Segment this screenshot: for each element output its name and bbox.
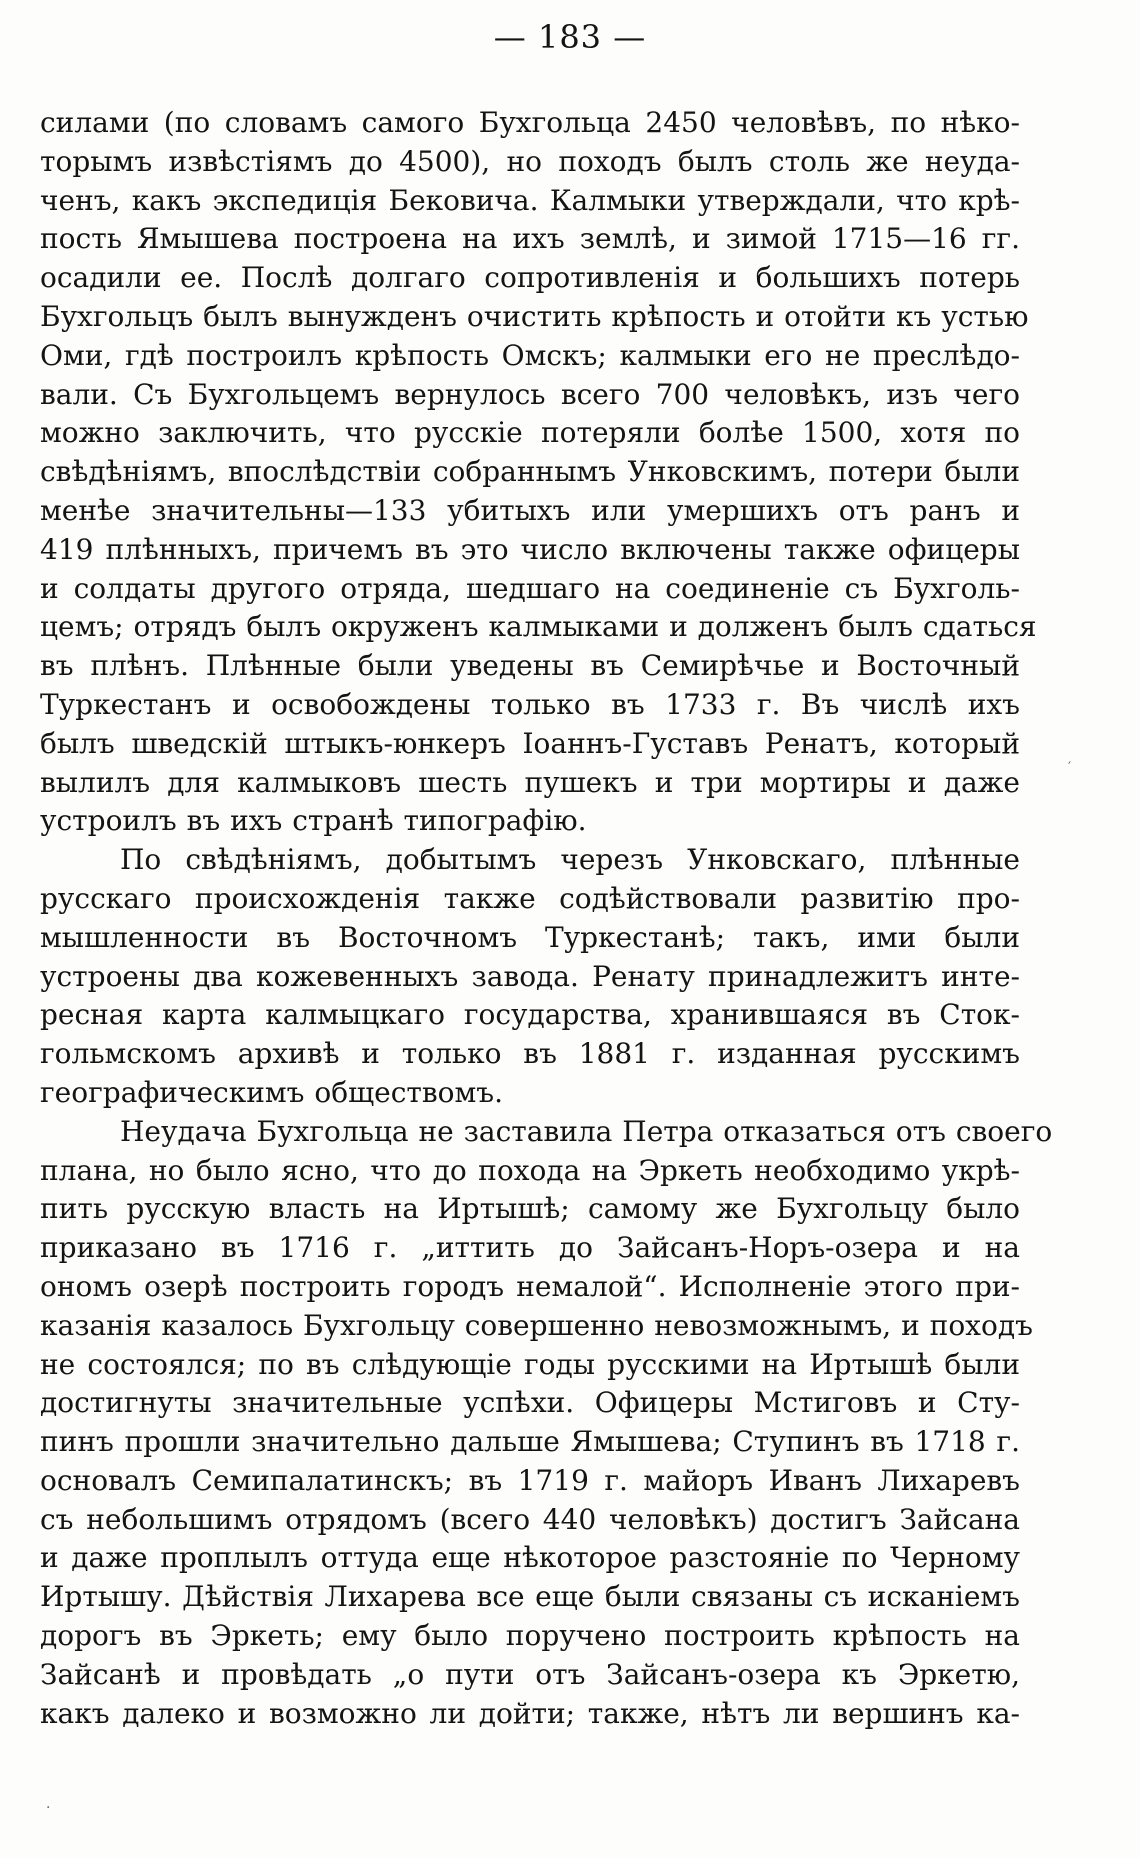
text-line: менѣе значительны—133 убитыхъ или умершихъ отъ ранъ и [40, 493, 1020, 527]
text-line: гольмскомъ архивѣ и только въ 1881 г. изданная русскимъ [40, 1037, 1020, 1071]
text-line: По свѣдѣніямъ, добытымъ черезъ Унковскаго, плѣнные [120, 843, 1020, 877]
text-line: мышленности въ Восточномъ Туркестанѣ; такъ, ими были [40, 920, 1020, 954]
text-line: пость Ямышева построена на ихъ землѣ, и зимой 1715—16 гг. [40, 222, 1020, 256]
text-line: русскаго происхожденія также содѣйствовали развитію про- [40, 881, 1020, 915]
text-line: цемъ; отрядъ былъ окруженъ калмыками и долженъ былъ сдаться [40, 610, 1037, 644]
text-line: и даже проплылъ оттуда еще нѣкоторое разстояніе по Черному [40, 1541, 1020, 1575]
text-line: Бухгольцъ былъ вынужденъ очистить крѣпость и отойти къ устью [40, 299, 1029, 333]
text-line: пить русскую власть на Иртышѣ; самому же Бухгольцу было [40, 1192, 1020, 1226]
text-line: ресная карта калмыцкаго государства, хранившаяся въ Сток- [40, 998, 1020, 1032]
text-line: торымъ извѣстіямъ до 4500), но походъ былъ столь же неуда- [40, 144, 1020, 178]
print-speck: ′ [1068, 760, 1072, 776]
text-line: свѣдѣніямъ, впослѣдствіи собраннымъ Унковскимъ, потери были [40, 455, 1020, 489]
text-line: дорогъ въ Эркеть; ему было поручено построить крѣпость на [40, 1619, 1020, 1653]
text-line: не состоялся; по въ слѣдующіе годы русскими на Иртышѣ были [40, 1347, 1020, 1381]
text-line: казанія казалось Бухгольцу совершенно невозможнымъ, и походъ [40, 1308, 1033, 1342]
text-line: ченъ, какъ экспедиція Бековича. Калмыки утверждали, что крѣ- [40, 183, 1020, 217]
text-line: въ плѣнъ. Плѣнные были уведены въ Семирѣчье и Восточный [40, 649, 1020, 683]
paragraph-2 [40, 841, 1020, 1113]
paragraph-1 [40, 104, 1037, 841]
text-line: плана, но было ясно, что до похода на Эркеть необходимо укрѣ- [40, 1153, 1020, 1187]
text-line: осадили ее. Послѣ долгаго сопротивленія и большихъ потерь [40, 261, 1020, 295]
text-line: пинъ прошли значительно дальше Ямышева; Ступинъ въ 1718 г. [40, 1425, 1020, 1459]
text-line: можно заключить, что русскіе потеряли болѣе 1500, хотя по [40, 416, 1020, 450]
text-line: Зайсанѣ и провѣдать „о пути отъ Зайсанъ-озера къ Эркетю, [40, 1657, 1020, 1691]
text-line: 419 плѣнныхъ, причемъ въ это число включены также офицеры [40, 532, 1020, 566]
text-line: какъ далеко и возможно ли дойти; также, нѣтъ ли вершинъ ка- [40, 1696, 1020, 1730]
text-line: былъ шведскій штыкъ-юнкеръ Іоаннъ-Густавъ Ренатъ, который [40, 726, 1020, 760]
text-line: ономъ озерѣ построить городъ немалой“. Исполненіе этого при- [40, 1269, 1020, 1303]
page-number: — 183 — [493, 18, 647, 56]
text-line: Неудача Бухгольца не заставила Петра отказаться отъ своего [120, 1114, 1053, 1148]
text-line: устроилъ въ ихъ странѣ типографію. [40, 804, 587, 838]
print-speck: · [46, 1800, 51, 1816]
text-line: приказано въ 1716 г. „иттить до Зайсанъ-Норъ-озера и на [40, 1231, 1020, 1265]
text-line: географическимъ обществомъ. [40, 1075, 503, 1109]
text-line: съ небольшимъ отрядомъ (всего 440 человѣкъ) достигъ Зайсана [40, 1502, 1020, 1536]
text-line: достигнуты значительные успѣхи. Офицеры Мстиговъ и Сту- [40, 1386, 1020, 1420]
text-line: Оми, гдѣ построилъ крѣпость Омскъ; калмыки его не преслѣдо- [40, 338, 1020, 372]
text-line: силами (по словамъ самого Бухгольца 2450 человѣвъ, по нѣко- [40, 106, 1020, 139]
text-line: и солдаты другого отряда, шедшаго на соединеніе съ Бухголь- [40, 571, 1020, 605]
text-line: Туркестанъ и освобождены только въ 1733 г. Въ числѣ ихъ [40, 687, 1020, 721]
text-line: вылилъ для калмыковъ шесть пушекъ и три мортиры и даже [40, 765, 1020, 799]
text-line: основалъ Семипалатинскъ; въ 1719 г. майоръ Иванъ Лихаревъ [40, 1463, 1020, 1497]
text-line: устроены два кожевенныхъ завода. Ренату принадлежитъ инте- [40, 959, 1020, 993]
body-text [40, 104, 1053, 1733]
text-line: вали. Съ Бухгольцемъ вернулось всего 700 человѣкъ, изъ чего [40, 377, 1020, 411]
paragraph-3 [40, 1113, 1053, 1734]
text-line: Иртышу. Дѣйствія Лихарева все еще были связаны съ исканіемъ [40, 1580, 1020, 1614]
